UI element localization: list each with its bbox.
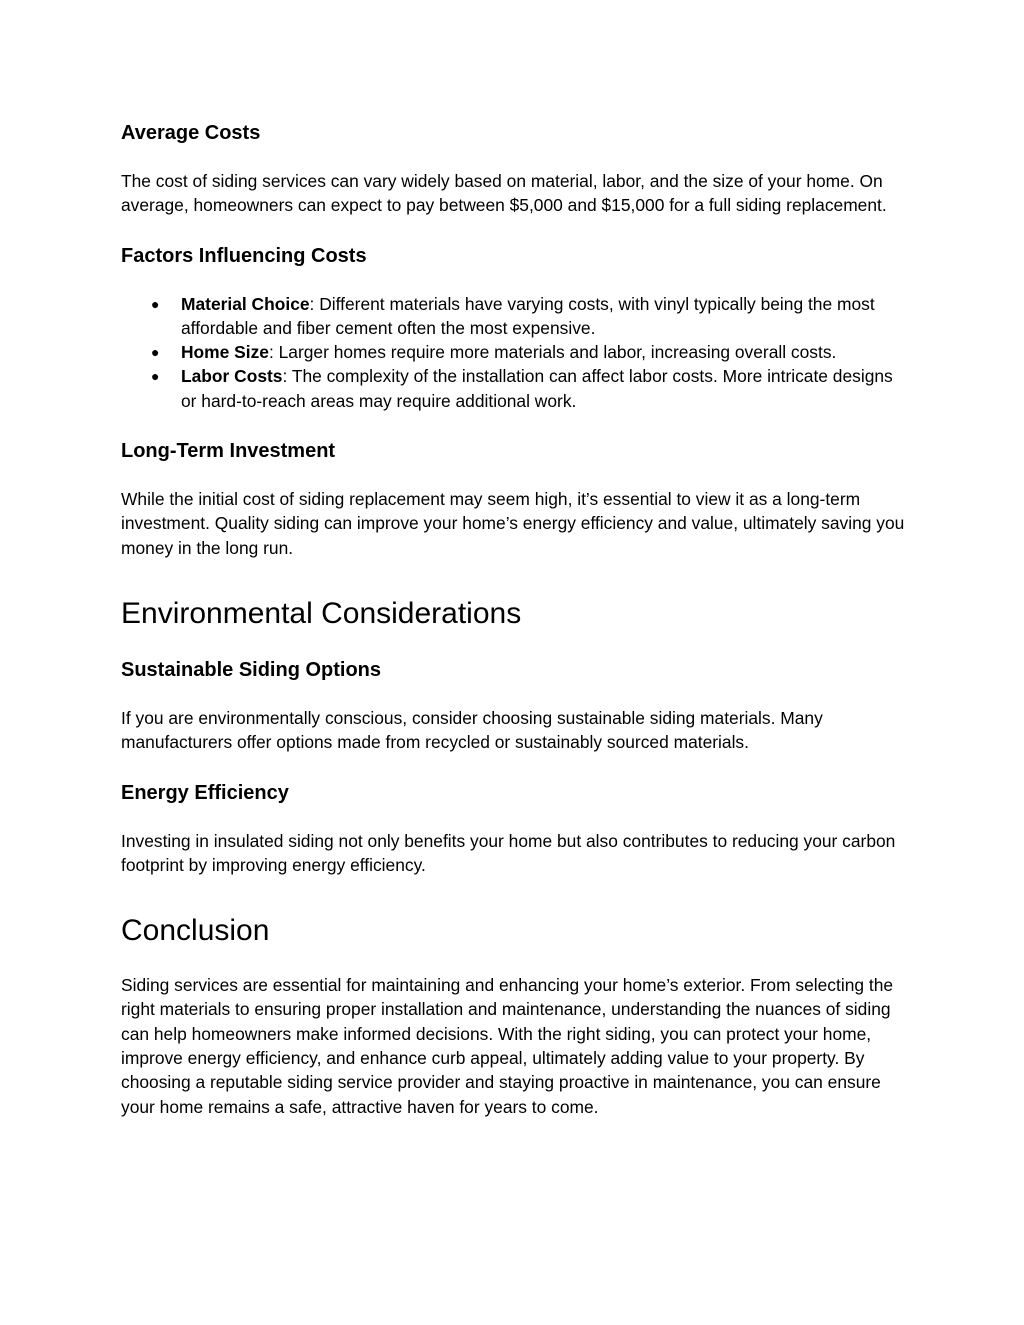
list-item-text: : Larger homes require more materials and labor, increasing overall costs. — [268, 342, 837, 363]
paragraph-energy-efficiency: Investing in insulated siding not only benefits your home but also contributes to reducing your carbon footprint by improving energy efficiency. — [121, 830, 896, 875]
bullet-icon: ● — [151, 344, 160, 361]
factors-list — [121, 292, 906, 413]
list-item-term: Labor Costs — [181, 366, 283, 387]
list-item — [121, 292, 906, 341]
list-item-term: Material Choice — [181, 293, 310, 314]
heading-environmental-considerations: Environmental Considerations — [121, 596, 522, 630]
list-item-text: : Different materials have varying costs, with vinyl typically being the most affordable and fiber cement often the most expensive. — [181, 293, 875, 338]
paragraph-long-term-investment: While the initial cost of siding replacement may seem high, it’s essential to view it as a long-term investment. Quality siding can improve your home’s energy efficiency and value, ultimately saving you money in the long run. — [121, 489, 905, 558]
list-item — [121, 340, 906, 364]
list-item-term: Home Size — [181, 342, 269, 363]
heading-conclusion: Conclusion — [121, 914, 270, 948]
heading-energy-efficiency: Energy Efficiency — [121, 781, 289, 804]
paragraph-average-costs: The cost of siding services can vary widely based on material, labor, and the size of your home. On average, homeowners can expect to pay between $5,000 and $15,000 for a full siding replacement. — [121, 171, 887, 216]
document-content — [121, 119, 906, 1119]
paragraph-sustainable-siding-options: If you are environmentally conscious, consider choosing sustainable siding materials. Many manufacturers offer options made from recycled or sustainably sourced materials. — [121, 707, 823, 753]
list-item-text: : The complexity of the installation can affect labor costs. More intricate designs or hard-to-reach areas may require additional work. — [181, 366, 893, 411]
heading-long-term-investment: Long-Term Investment — [121, 440, 336, 463]
bullet-icon: ● — [151, 368, 160, 385]
heading-factors-influencing-costs: Factors Influencing Costs — [121, 244, 367, 267]
heading-sustainable-siding-options: Sustainable Siding Options — [121, 658, 382, 681]
heading-average-costs: Average Costs — [121, 122, 261, 144]
paragraph-conclusion: Siding services are essential for maintaining and enhancing your home’s exterior. From selecting the right materials to ensuring proper installation and maintenance, understanding the nuances of siding can help homeowners make informed decisions. With the right siding, you can protect your home, improve energy efficiency, and enhance curb appeal, ultimately adding value to your property. By choosing a reputable siding service provider and staying proactive in maintenance, you can ensure your home remains a safe, attractive haven for years to come. — [121, 975, 894, 1117]
bullet-icon: ● — [151, 295, 160, 312]
list-item — [121, 364, 906, 413]
